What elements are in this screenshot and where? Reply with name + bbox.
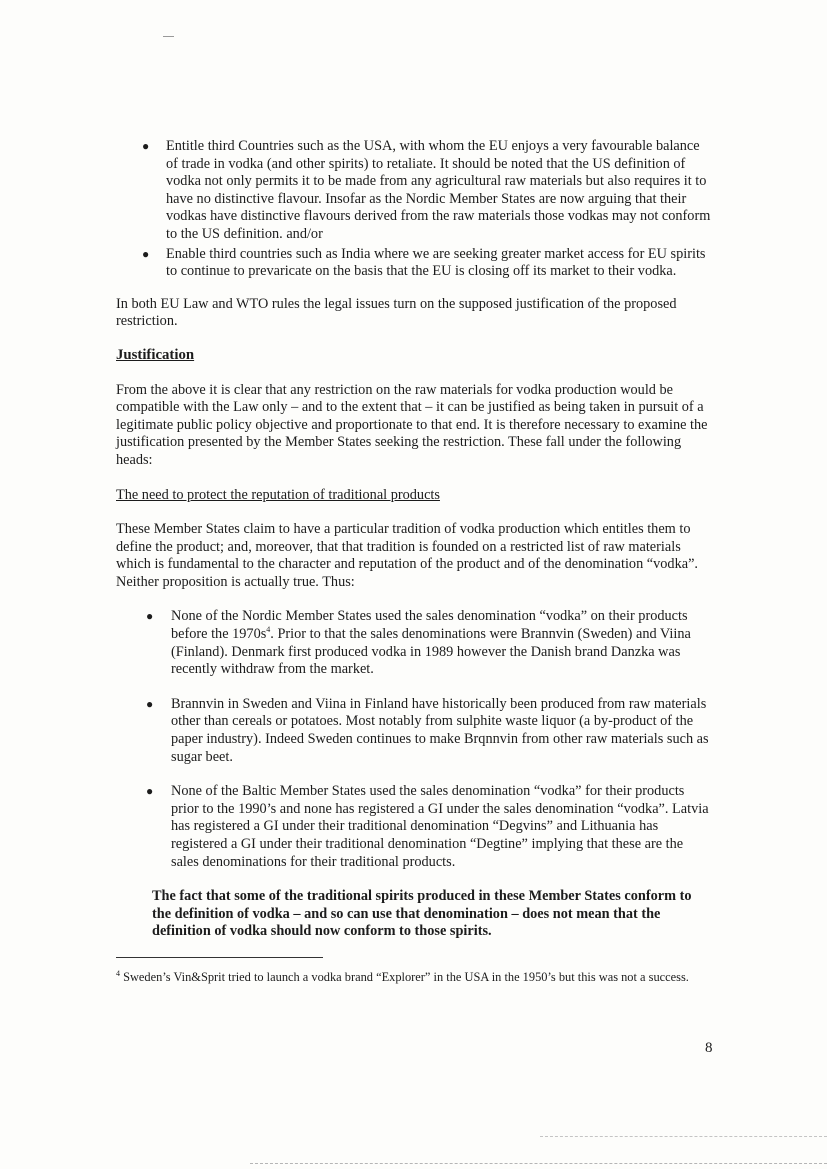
list-item [116,608,712,678]
list-item-text: None of the Nordic Member States used the sales denomination “vodka” on their products before the $1970s^4$. Prior to that the sales denominations were Brannvin (Sweden) and Viina (Finland). Denmark first produced vodka in 1989 however the Danish brand Danzka was recently withdraw from the market. [171,608,691,678]
bullet-dot: ● [142,246,150,261]
list-item [116,246,712,281]
footnote-divider [116,957,323,958]
list-item [116,138,712,244]
page-number: 8 [705,1040,713,1056]
footnote-reference: 4 [266,625,271,635]
footnote-text: Sweden’s Vin&Sprit tried to launch a vodka brand “Explorer” in the USA in the 1950’s but this was not a success. [120,969,689,984]
footnote [116,968,712,987]
bullet-dot: ● [142,139,150,153]
paragraph-claim: These Member States claim to have a particular tradition of vodka production which entitles them to define the product; and, moreover, that that tradition is founded on a restricted list of raw materials which is fundamental to the character and reputation of the product and of the denomination “vodka”. Neither proposition is actually true. Thus: [116,521,698,590]
page-body [116,138,712,987]
bold-conclusion: The fact that some of the traditional spirits produced in these Member States conform to the definition of vodka – and so can use that denomination – does not mean that the definition of vodka should now conform to those spirits. [152,888,692,940]
bullet-list-traditions [116,608,712,871]
list-item [116,783,712,871]
paragraph-legal-issues: In both EU Law and WTO rules the legal issues turn on the supposed justification of the proposed restriction. [116,295,677,330]
list-item-text: Brannvin in Sweden and Viina in Finland have historically been produced from raw materials other than cereals or potatoes. Most notably from sulphite waste liquor (a by-product of the paper industry). Indeed Sweden continues to make Brqnnvin from other raw materials such as sugar beet. [171,695,709,765]
bullet-list-retaliation [116,138,712,281]
list-item-text: Enable third countries such as India where we are seeking greater market access for EU spirits to continue to prevaricate on the basis that the EU is closing off its market to their vodka. [166,245,706,280]
bullet-dot: ● [146,609,154,624]
list-item-text: None of the Baltic Member States used the sales denomination “vodka” for their products prior to the 1990’s and none has registered a GI under the sales denomination “vodka”. Latvia has registered a GI under their traditional denomination “Degvins” and Lithuania has registered a GI under their traditional denomination “Degtine” implying that these are the sales denominations for their traditional products. [171,783,709,870]
paragraph-justification: From the above it is clear that any restriction on the raw materials for vodka production would be compatible with the Law only – and to the extent that – it can be justified as being taken in pursuit of a legitimate public policy objective and proportionate to that end. It is therefore necessary to examine the justification presented by the Member States seeking the restriction. These fall under the following heads: [116,381,708,468]
scan-artifact [250,1163,827,1164]
scan-artifact [540,1136,827,1137]
list-item [116,696,712,766]
bullet-dot: ● [146,696,154,711]
subheading-reputation: The need to protect the reputation of traditional products [116,486,440,503]
scan-mark [163,36,174,37]
bullet-dot: ● [146,784,154,799]
footnote-number: 4 [116,968,120,978]
section-heading-justification: Justification [116,346,195,363]
list-item-text: Entitle third Countries such as the USA, with whom the EU enjoys a very favourable balance of trade in vodka (and other spirits) to retaliate. It should be noted that the US definition of vodka not only permits it to be made from any agricultural raw materials but also requires it to have no distinctive flavour. Insofar as the Nordic Member States are now arguing that their vodkas have distinctive flavours derived from the raw materials those vodkas may not conform to the US definition. and/or [166,138,711,242]
